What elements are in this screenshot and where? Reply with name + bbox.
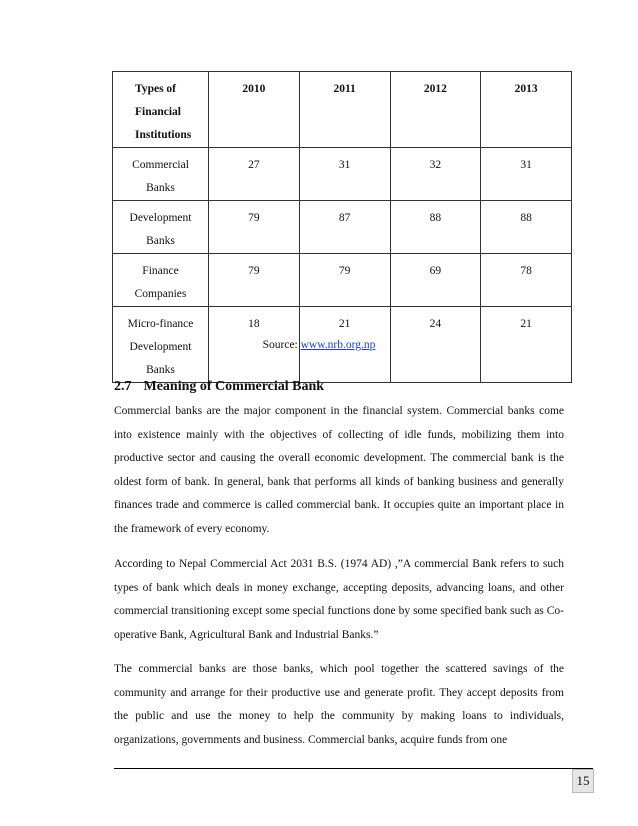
table-cell: 88 [390,201,481,254]
source-link[interactable]: www.nrb.org.np [300,339,376,351]
table-cell: 18 [209,307,300,383]
table-cell: 31 [299,148,390,201]
table-cell: 21 [299,307,390,383]
section-title: Meaning of Commercial Bank [143,379,325,394]
row-label: Commercial Banks [113,148,209,201]
header-types-of-institutions: Types of Financial Institutions [113,72,209,148]
financial-institutions-table [112,71,572,383]
header-2012: 2012 [390,72,481,148]
table-cell: 31 [481,148,572,201]
table-cell: 79 [209,201,300,254]
paragraph: The commercial banks are those banks, which pool together the scattered savings of the community and arrange for their productive use and generate profit. They accept deposits from the public and use the money to help the community by making loans to individuals, organizations, governments and business. Commercial banks, acquire funds from one [114,663,564,746]
table-cell: 79 [299,254,390,307]
row-label: Micro-finance Development Banks [113,307,209,383]
table-cell: 79 [209,254,300,307]
footer-rule [114,768,593,769]
row-label: Finance Companies [113,254,209,307]
table-cell: 27 [209,148,300,201]
table-row [113,148,572,201]
table-header-row [113,72,572,148]
table-cell: 24 [390,307,481,383]
header-2010: 2010 [209,72,300,148]
table-row [113,201,572,254]
table-cell: 32 [390,148,481,201]
paragraph: Commercial banks are the major component in the financial system. Commercial banks come into existence mainly with the objectives of collecting of idle funds, mobilizing them into productive sector and causing the overall economic development. The commercial bank is the oldest form of bank. In general, bank that performs all kinds of banking business and generally finances trade and commerce is called commercial bank. It occupies quite an important place in the framework of every economy. [114,405,564,535]
header-2011: 2011 [299,72,390,148]
table-cell: 87 [299,201,390,254]
table-row [113,254,572,307]
table-cell: 69 [390,254,481,307]
source-label: Source: [262,339,298,351]
table-cell: 21 [481,307,572,383]
header-2013: 2013 [481,72,572,148]
table-cell: 78 [481,254,572,307]
table-cell: 88 [481,201,572,254]
section-heading [114,379,324,395]
page-number: 15 [572,769,594,793]
section-number: 2.7 [114,379,132,394]
table-source [0,339,638,351]
paragraph: According to Nepal Commercial Act 2031 B.S. (1974 AD) ,”A commercial Bank refers to such types of bank which deals in money exchange, accepting deposits, advancing loans, and other commercial transitioning except some special functions done by some specified bank such as Co-operative Bank, Agricultural Bank and Industrial Banks.” [114,558,564,641]
row-label: Development Banks [113,201,209,254]
